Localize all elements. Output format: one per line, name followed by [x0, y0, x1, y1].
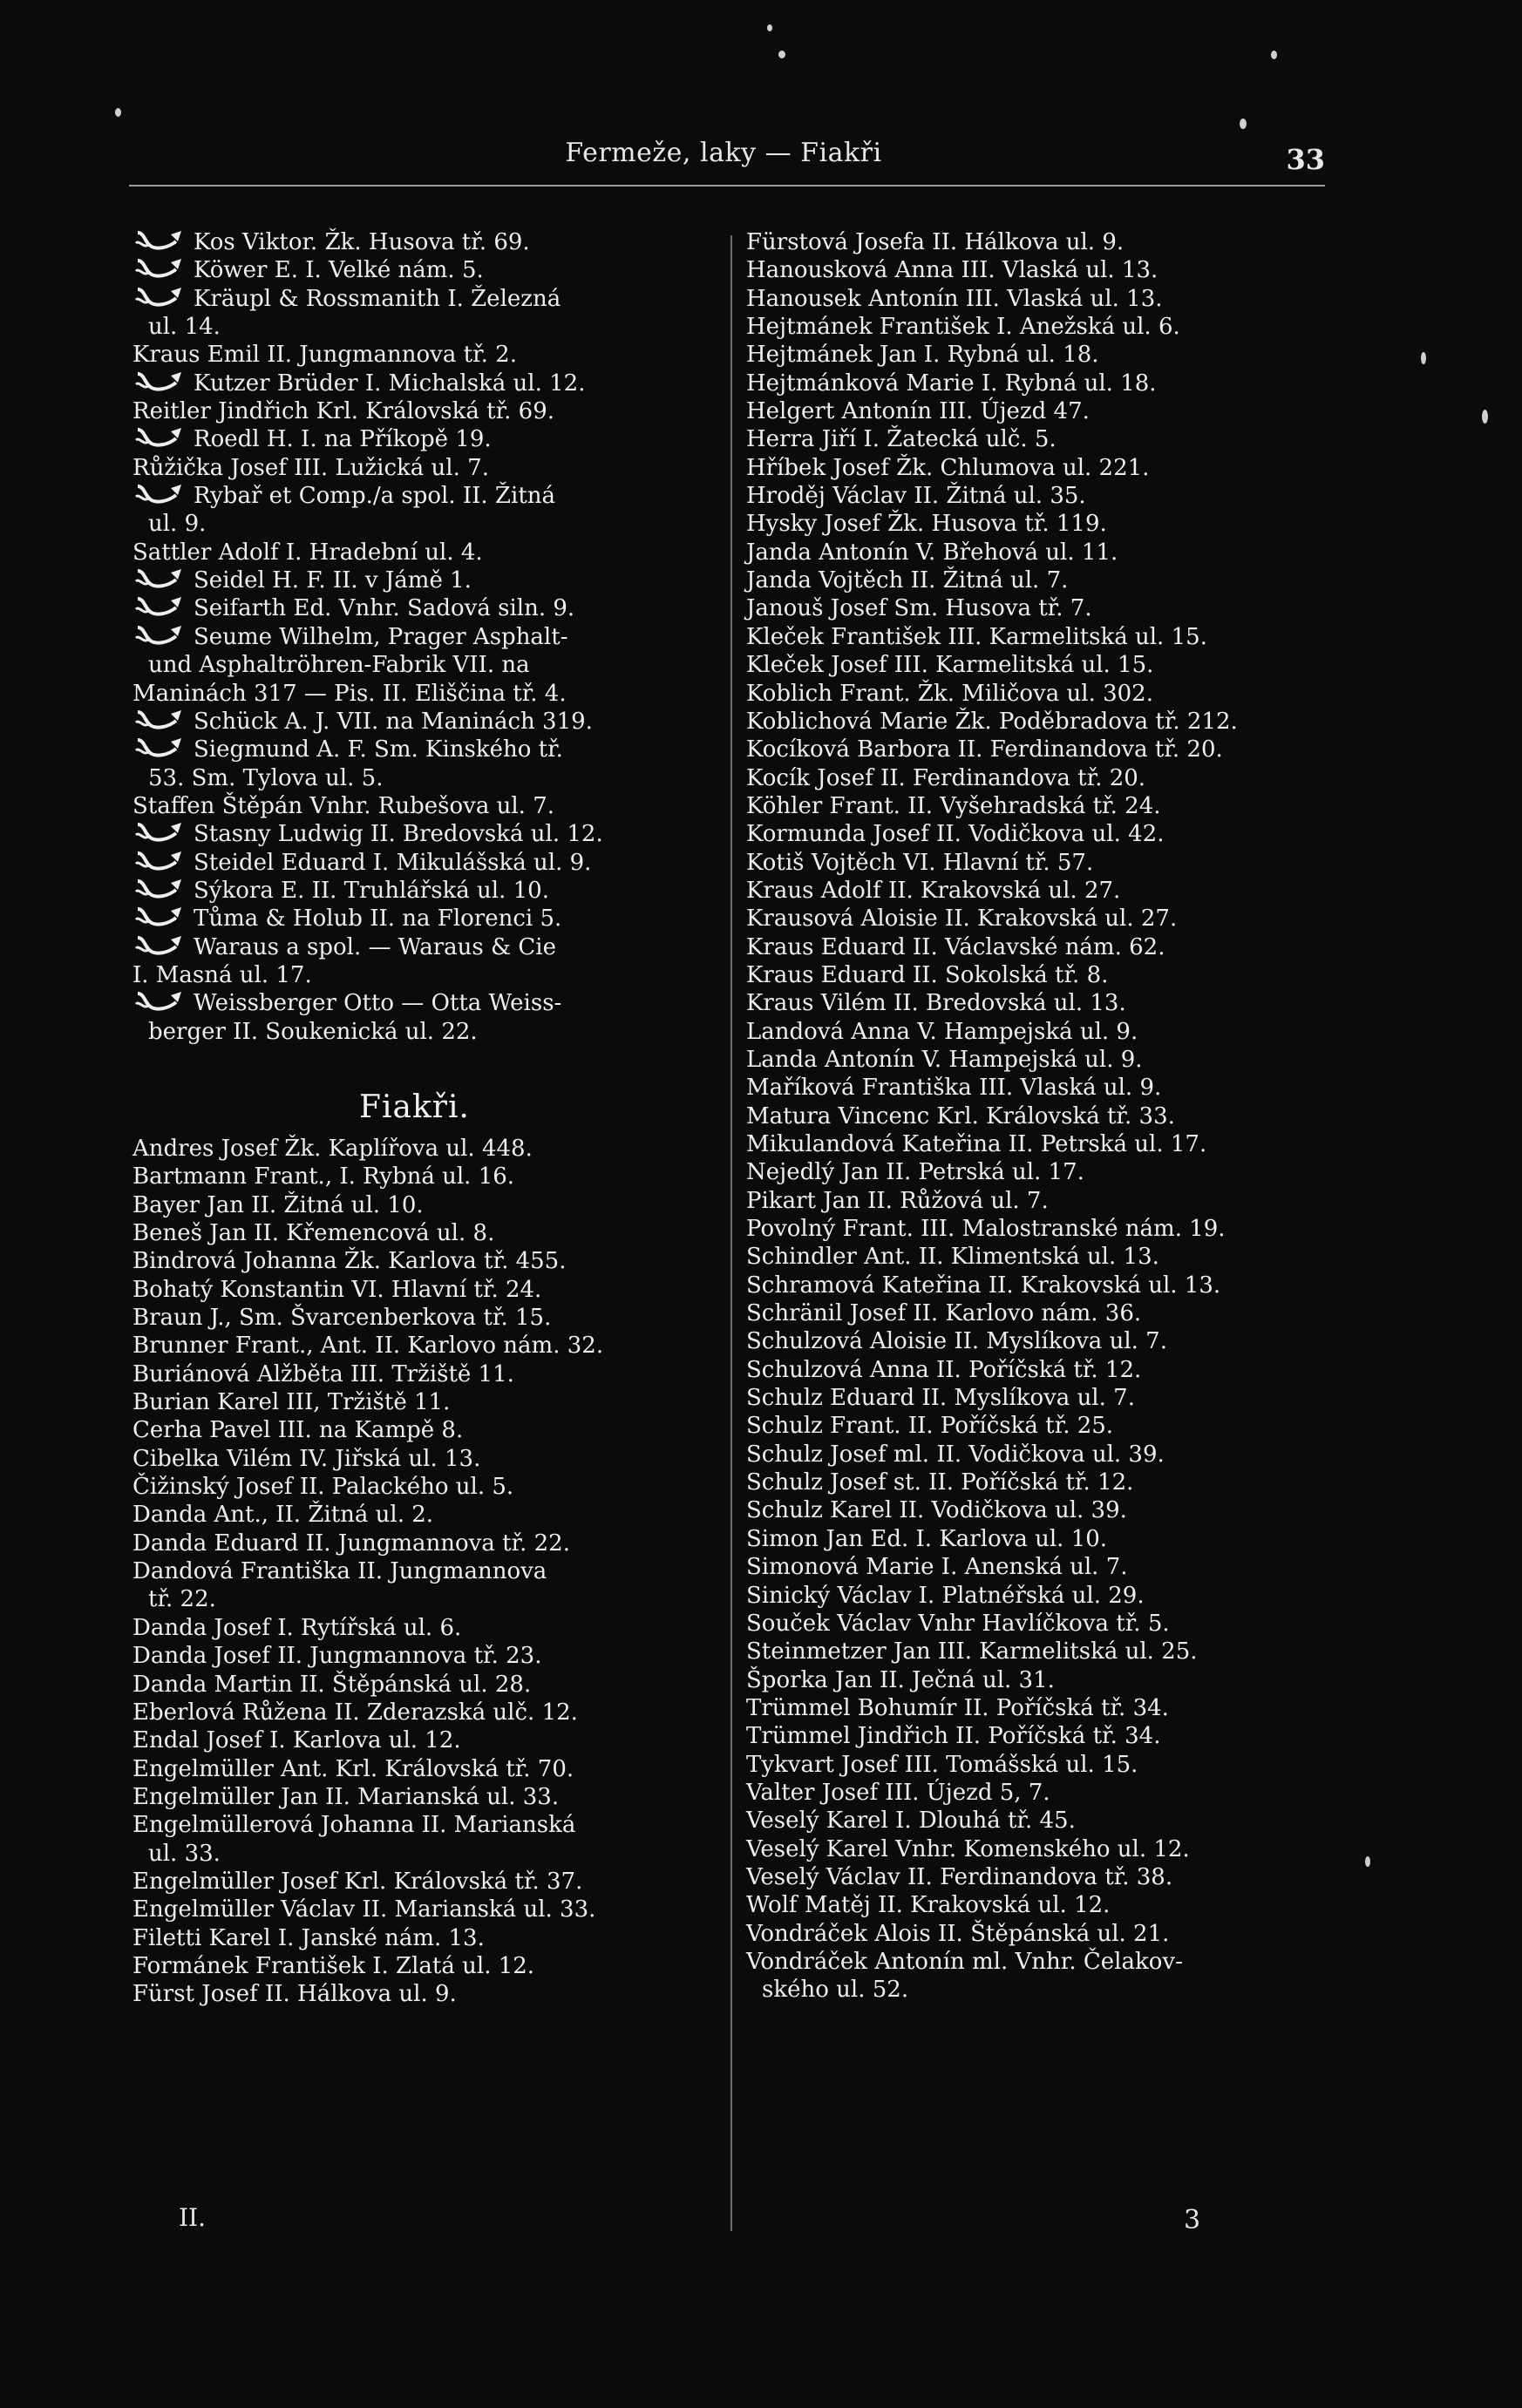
entry-text: Nejedlý Jan II. Petrská ul. 17.: [746, 1159, 1084, 1186]
entry-text: Vondráček Antonín ml. Vnhr. Čelakov-: [746, 1948, 1183, 1975]
directory-entry: [746, 651, 1339, 679]
entry-text: Pikart Jan II. Růžová ul. 7.: [746, 1187, 1049, 1214]
directory-entry: [132, 989, 725, 1017]
entry-text: Cerha Pavel III. na Kampě 8.: [132, 1417, 464, 1444]
directory-entry: [132, 623, 725, 651]
entry-text: Kleček František III. Karmelitská ul. 15.: [746, 623, 1207, 650]
directory-entry: [132, 764, 725, 792]
directory-entry: [746, 1158, 1339, 1186]
directory-entry: [746, 313, 1339, 341]
entry-text: Hanousková Anna III. Vlaská ul. 13.: [746, 257, 1158, 284]
entry-text: Schränil Josef II. Karlovo nám. 36.: [746, 1300, 1142, 1327]
entry-text: Bohatý Konstantin VI. Hlavní tř. 24.: [132, 1276, 542, 1303]
directory-entry: [132, 1530, 725, 1557]
entry-text: Trümmel Bohumír II. Poříčská tř. 34.: [746, 1694, 1169, 1721]
directory-entry: [746, 1074, 1339, 1102]
directory-entry: [746, 1976, 1339, 2004]
entry-text: Kraus Eduard II. Václavské nám. 62.: [746, 933, 1165, 960]
directory-entry: [132, 1360, 725, 1388]
entry-text: Schulzová Aloisie II. Myslíkova ul. 7.: [746, 1328, 1167, 1355]
directory-entry: [132, 1614, 725, 1642]
directory-entry: [132, 566, 725, 594]
entry-text: Janda Vojtěch II. Žitná ul. 7.: [746, 567, 1069, 594]
entry-text: Kutzer Brüder I. Michalská ul. 12.: [194, 370, 586, 397]
entry-text: Landová Anna V. Hampejská ul. 9.: [746, 1018, 1138, 1045]
entry-text: berger II. Soukenická ul. 22.: [148, 1018, 478, 1045]
signature-mark: II.: [179, 2203, 207, 2232]
entry-text: Janouš Josef Sm. Husova tř. 7.: [746, 595, 1092, 622]
entry-text: I. Masná ul. 17.: [132, 961, 312, 988]
entry-text: tř. 22.: [148, 1586, 216, 1613]
directory-entry: [746, 1327, 1339, 1355]
directory-entry: [746, 623, 1339, 651]
entry-text: Sattler Adolf I. Hradební ul. 4.: [132, 539, 483, 566]
directory-entry: [746, 1863, 1339, 1891]
entry-text: Veselý Karel I. Dlouhá tř. 45.: [746, 1808, 1076, 1835]
entry-text: Kotiš Vojtěch VI. Hlavní tř. 57.: [746, 849, 1094, 876]
entry-text: Hejtmánek Jan I. Rybná ul. 18.: [746, 342, 1099, 369]
directory-entry: [746, 482, 1339, 510]
directory-entry: [132, 1671, 725, 1699]
paint-brush-icon: [132, 370, 185, 393]
directory-entry: [132, 1473, 725, 1501]
paint-brush-icon: [132, 934, 185, 957]
entry-text: ul. 14.: [148, 314, 221, 341]
entry-text: Veselý Václav II. Ferdinandova tř. 38.: [746, 1863, 1173, 1890]
entry-text: Brunner Frant., Ant. II. Karlovo nám. 32.: [132, 1333, 604, 1360]
entry-text: Janda Antonín V. Břehová ul. 11.: [746, 539, 1118, 566]
entry-text: Danda Martin II. Štěpánská ul. 28.: [132, 1671, 532, 1698]
directory-entry: [746, 539, 1339, 566]
entry-text: Engelmüller Josef Krl. Královská tř. 37.: [132, 1868, 583, 1895]
entry-text: Tykvart Josef III. Tomášská ul. 15.: [746, 1751, 1138, 1778]
directory-entry: [132, 1332, 725, 1360]
directory-entry: [746, 849, 1339, 877]
column-divider: [730, 235, 732, 2231]
directory-entry: [746, 1018, 1339, 1046]
entry-text: Steidel Eduard I. Mikulášská ul. 9.: [194, 849, 592, 876]
directory-entry: [132, 228, 725, 256]
sheet-mark: 3: [1184, 2205, 1201, 2235]
paint-brush-icon: [132, 257, 185, 280]
entry-text: Endal Josef I. Karlova ul. 12.: [132, 1727, 461, 1754]
paint-brush-icon: [132, 229, 185, 252]
directory-entry: [746, 1496, 1339, 1524]
entry-text: Kraus Emil II. Jungmannova tř. 2.: [132, 342, 517, 369]
directory-entry: [746, 370, 1339, 397]
entry-text: Köwer E. I. Velké nám. 5.: [194, 257, 484, 284]
entry-text: Kräupl & Rossmanith I. Železná: [194, 285, 561, 312]
entry-text: Schulz Karel II. Vodičkova ul. 39.: [746, 1497, 1127, 1524]
entry-text: ul. 33.: [148, 1840, 221, 1867]
directory-entry: [746, 1525, 1339, 1553]
directory-entry: [746, 256, 1339, 284]
directory-entry: [132, 1924, 725, 1952]
directory-entry: [132, 1755, 725, 1783]
paint-brush-icon: [132, 624, 185, 647]
directory-entry: [746, 397, 1339, 425]
entry-text: Fürst Josef II. Hálkova ul. 9.: [132, 1981, 457, 2008]
entry-text: ul. 9.: [148, 511, 207, 538]
paint-brush-icon: [132, 736, 185, 759]
directory-entry: [746, 1948, 1339, 1976]
directory-entry: [132, 1840, 725, 1868]
entry-text: Danda Josef II. Jungmannova tř. 23.: [132, 1643, 542, 1670]
entry-text: Schindler Ant. II. Klimentská ul. 13.: [746, 1244, 1159, 1271]
entry-text: Hejtmánek František I. Anežská ul. 6.: [746, 314, 1180, 341]
entry-text: Landa Antonín V. Hampejská ul. 9.: [746, 1046, 1143, 1073]
entry-text: Seidel H. F. II. v Jámě 1.: [194, 567, 472, 594]
entry-text: Stasny Ludwig II. Bredovská ul. 12.: [194, 821, 603, 848]
directory-entry: [746, 594, 1339, 622]
directory-entry: [132, 482, 725, 510]
paint-brush-icon: [132, 906, 185, 928]
entry-text: Danda Josef I. Rytířská ul. 6.: [132, 1614, 462, 1641]
entry-text: Simonová Marie I. Anenská ul. 7.: [746, 1554, 1128, 1581]
directory-entry: [746, 1384, 1339, 1412]
directory-entry: [746, 1751, 1339, 1779]
directory-entry: [132, 736, 725, 763]
directory-entry: [132, 1388, 725, 1416]
entry-text: Wolf Matěj II. Krakovská ul. 12.: [746, 1892, 1111, 1919]
directory-entry: [132, 905, 725, 933]
entry-text: Maříková Františka III. Vlaská ul. 9.: [746, 1075, 1162, 1102]
directory-entry: [132, 370, 725, 397]
entry-text: Andres Josef Žk. Kaplířova ul. 448.: [132, 1135, 533, 1162]
directory-entry: [746, 285, 1339, 313]
entry-text: Weissberger Otto — Otta Weiss-: [194, 990, 562, 1017]
directory-entry: [746, 905, 1339, 933]
entry-text: Schulz Frant. II. Poříčská tř. 25.: [746, 1413, 1114, 1440]
entry-text: Kraus Vilém II. Bredovská ul. 13.: [746, 990, 1126, 1017]
directory-entry: [746, 1920, 1339, 1948]
entry-text: Čižinský Josef II. Palackého ul. 5.: [132, 1474, 514, 1501]
entry-text: Kos Viktor. Žk. Husova tř. 69.: [194, 229, 530, 255]
directory-entry: [132, 1868, 725, 1896]
directory-entry: [132, 1952, 725, 1980]
entry-text: Mikulandová Kateřina II. Petrská ul. 17.: [746, 1131, 1207, 1157]
directory-entry: [746, 708, 1339, 736]
entry-text: Krausová Aloisie II. Krakovská ul. 27.: [746, 906, 1178, 933]
directory-entry: [132, 1642, 725, 1670]
directory-entry: [746, 1638, 1339, 1665]
section-gap: [132, 1046, 725, 1081]
directory-entry: [746, 1666, 1339, 1694]
directory-entry: [746, 1243, 1339, 1271]
right-column: [746, 228, 1339, 2004]
directory-entry: [132, 1896, 725, 1923]
directory-entry: [132, 1135, 725, 1163]
directory-entry: [132, 820, 725, 848]
entry-text: 53. Sm. Tylova ul. 5.: [148, 764, 384, 791]
entry-text: Vondráček Alois II. Štěpánská ul. 21.: [746, 1920, 1170, 1947]
directory-entry: [132, 1416, 725, 1444]
entry-text: Bartmann Frant., I. Rybná ul. 16.: [132, 1163, 515, 1190]
entry-text: Steinmetzer Jan III. Karmelitská ul. 25.: [746, 1638, 1198, 1665]
directory-entry: [746, 1272, 1339, 1299]
entry-text: Danda Eduard II. Jungmannova tř. 22.: [132, 1530, 570, 1557]
entry-text: Schulz Josef st. II. Poříčská tř. 12.: [746, 1469, 1134, 1496]
directory-entry: [132, 1699, 725, 1726]
directory-entry: [132, 961, 725, 989]
entry-text: Seifarth Ed. Vnhr. Sadová siln. 9.: [194, 595, 575, 622]
entry-text: Engelmüller Ant. Krl. Královská tř. 70.: [132, 1755, 574, 1782]
directory-entry: [746, 736, 1339, 763]
entry-text: Bindrová Johanna Žk. Karlova tř. 455.: [132, 1248, 567, 1275]
directory-entry: [746, 877, 1339, 905]
running-title: Fermeže, laky — Fiakři: [565, 138, 882, 168]
entry-text: Danda Ant., II. Žitná ul. 2.: [132, 1502, 434, 1529]
entry-text: ského ul. 52.: [762, 1977, 909, 2004]
header-rule: [129, 185, 1325, 187]
directory-entry: [746, 1807, 1339, 1835]
directory-entry: [132, 1811, 725, 1839]
entry-text: Herra Jiří I. Žatecká ulč. 5.: [746, 426, 1057, 453]
entry-text: und Asphaltröhren-Fabrik VII. na: [148, 652, 530, 679]
entry-text: Souček Václav Vnhr Havlíčkova tř. 5.: [746, 1610, 1170, 1637]
entry-text: Šporka Jan II. Ječná ul. 31.: [746, 1666, 1055, 1693]
directory-entry: [746, 1046, 1339, 1074]
directory-entry: [746, 1187, 1339, 1215]
entry-text: Sinický Václav I. Platnéřská ul. 29.: [746, 1582, 1145, 1609]
directory-entry: [746, 961, 1339, 989]
entry-text: Dandová Františka II. Jungmannova: [132, 1558, 547, 1585]
entry-text: Burian Karel III, Tržiště 11.: [132, 1389, 451, 1416]
entry-text: Bayer Jan II. Žitná ul. 10.: [132, 1191, 424, 1218]
paint-brush-icon: [132, 709, 185, 731]
entry-text: Beneš Jan II. Křemencová ul. 8.: [132, 1220, 495, 1246]
entry-text: Povolný Frant. III. Malostranské nám. 19.: [746, 1216, 1226, 1243]
entry-text: Hříbek Josef Žk. Chlumova ul. 221.: [746, 454, 1150, 481]
entry-text: Seume Wilhelm, Prager Asphalt-: [194, 623, 568, 650]
entry-text: Engelmüller Václav II. Marianská ul. 33.: [132, 1896, 596, 1923]
entry-text: Kleček Josef III. Karmelitská ul. 15.: [746, 652, 1154, 679]
entry-text: Filetti Karel I. Janské nám. 13.: [132, 1924, 485, 1951]
entry-text: Simon Jan Ed. I. Karlova ul. 10.: [746, 1525, 1108, 1552]
entry-text: Reitler Jindřich Krl. Královská tř. 69.: [132, 398, 555, 425]
directory-entry: [132, 1585, 725, 1613]
entry-text: Tůma & Holub II. na Florenci 5.: [194, 906, 562, 933]
entry-text: Helgert Antonín III. Újezd 47.: [746, 398, 1090, 425]
directory-entry: [746, 1215, 1339, 1243]
entry-text: Staffen Štěpán Vnhr. Rubešova ul. 7.: [132, 792, 554, 819]
left-column: [132, 228, 725, 2009]
directory-entry: [746, 1694, 1339, 1722]
entry-text: Engelmüller Jan II. Marianská ul. 33.: [132, 1783, 560, 1810]
entry-text: Hysky Josef Žk. Husova tř. 119.: [746, 511, 1107, 538]
scan-speck: [1482, 410, 1488, 424]
entry-text: Veselý Karel Vnhr. Komenského ul. 12.: [746, 1835, 1190, 1862]
directory-entry: [132, 877, 725, 905]
paint-brush-icon: [132, 878, 185, 900]
directory-entry: [746, 425, 1339, 453]
directory-entry: [132, 1501, 725, 1529]
paint-brush-icon: [132, 821, 185, 844]
directory-entry: [132, 285, 725, 313]
entry-text: Kocíková Barbora II. Ferdinandova tř. 20.: [746, 736, 1223, 763]
directory-entry: [132, 1276, 725, 1304]
directory-entry: [132, 680, 725, 708]
directory-entry: [132, 1445, 725, 1473]
directory-entry: [132, 454, 725, 482]
entry-text: Koblichová Marie Žk. Poděbradova tř. 212.: [746, 708, 1238, 735]
directory-entry: [746, 1102, 1339, 1130]
section-heading: Fiakři.: [359, 1089, 470, 1125]
entry-text: Köhler Frant. II. Vyšehradská tř. 24.: [746, 792, 1161, 819]
entry-text: Schulz Eduard II. Myslíkova ul. 7.: [746, 1385, 1135, 1412]
directory-entry: [746, 1582, 1339, 1610]
directory-entry: [132, 539, 725, 566]
directory-entry: [746, 1891, 1339, 1919]
entry-text: Buriánová Alžběta III. Tržiště 11.: [132, 1360, 514, 1387]
entry-text: Valter Josef III. Újezd 5, 7.: [746, 1779, 1050, 1806]
paint-brush-icon: [132, 595, 185, 618]
directory-entry: [132, 594, 725, 622]
directory-entry: [746, 1441, 1339, 1469]
entry-text: Engelmüllerová Johanna II. Marianská: [132, 1812, 576, 1839]
directory-entry: [746, 1412, 1339, 1440]
directory-entry: [132, 1783, 725, 1811]
entry-text: Kocík Josef II. Ferdinandova tř. 20.: [746, 764, 1146, 791]
paint-brush-icon: [132, 850, 185, 872]
paint-brush-icon: [132, 286, 185, 309]
paint-brush-icon: [132, 567, 185, 590]
scan-speck: [1240, 119, 1247, 129]
directory-entry: [132, 1163, 725, 1190]
directory-entry: [746, 820, 1339, 848]
directory-entry: [746, 792, 1339, 820]
directory-entry: [746, 1469, 1339, 1496]
scan-speck: [1421, 352, 1426, 364]
directory-entry: [132, 1191, 725, 1219]
directory-entry: [132, 510, 725, 538]
directory-entry: [132, 256, 725, 284]
directory-entry: [746, 1835, 1339, 1863]
entry-text: Waraus a spol. — Waraus & Cie: [194, 933, 557, 960]
entry-text: Růžička Josef III. Lužická ul. 7.: [132, 454, 489, 481]
entry-text: Fürstová Josefa II. Hálkova ul. 9.: [746, 229, 1125, 255]
directory-entry: [132, 313, 725, 341]
entry-text: Trümmel Jindřich II. Poříčská tř. 34.: [746, 1723, 1161, 1750]
directory-entry: [132, 397, 725, 425]
directory-entry: [132, 933, 725, 961]
entry-text: Matura Vincenc Krl. Královská tř. 33.: [746, 1102, 1175, 1129]
paint-brush-icon: [132, 426, 185, 449]
directory-entry: [132, 1018, 725, 1046]
entry-text: Formánek František I. Zlatá ul. 12.: [132, 1952, 535, 1979]
directory-entry: [132, 849, 725, 877]
directory-entry: [746, 764, 1339, 792]
entry-text: Hanousek Antonín III. Vlaská ul. 13.: [746, 285, 1163, 312]
directory-entry: [132, 1219, 725, 1247]
entry-text: Hroděj Václav II. Žitná ul. 35.: [746, 483, 1086, 510]
directory-entry: [132, 1247, 725, 1275]
entry-text: Hejtmánková Marie I. Rybná ul. 18.: [746, 370, 1157, 397]
directory-entry: [746, 228, 1339, 256]
directory-entry: [746, 1356, 1339, 1384]
directory-entry: [746, 933, 1339, 961]
entry-text: Kormunda Josef II. Vodičkova ul. 42.: [746, 821, 1165, 848]
directory-entry: [132, 1304, 725, 1332]
directory-entry: [746, 1130, 1339, 1158]
paint-brush-icon: [132, 483, 185, 505]
entry-text: Rybař et Comp./a spol. II. Žitná: [194, 483, 556, 510]
directory-entry: [132, 1557, 725, 1585]
entry-text: Cibelka Vilém IV. Jiřská ul. 13.: [132, 1445, 481, 1472]
directory-entry: [132, 341, 725, 369]
page-header: [122, 131, 1325, 180]
directory-entry: [746, 1299, 1339, 1327]
directory-entry: [746, 1779, 1339, 1807]
entry-text: Kraus Eduard II. Sokolská tř. 8.: [746, 961, 1109, 988]
directory-entry: [132, 651, 725, 679]
entry-text: Roedl H. I. na Příkopě 19.: [194, 426, 492, 453]
entry-text: Koblich Frant. Žk. Miličova ul. 302.: [746, 680, 1153, 707]
scan-speck: [767, 24, 772, 31]
directory-entry: [746, 341, 1339, 369]
scan-speck: [1365, 1856, 1370, 1867]
directory-entry: [746, 1722, 1339, 1750]
directory-entry: [746, 1610, 1339, 1638]
entry-text: Schulz Josef ml. II. Vodičkova ul. 39.: [746, 1441, 1165, 1468]
scan-speck: [115, 108, 121, 117]
paint-brush-icon: [132, 990, 185, 1013]
directory-entry: [746, 566, 1339, 594]
entry-text: Siegmund A. F. Sm. Kinského tř.: [194, 736, 563, 763]
entry-text: Kraus Adolf II. Krakovská ul. 27.: [746, 877, 1121, 904]
directory-entry: [746, 510, 1339, 538]
entry-text: Sýkora E. II. Truhlářská ul. 10.: [194, 877, 549, 904]
entry-text: Eberlová Růžena II. Zderazská ulč. 12.: [132, 1699, 578, 1726]
directory-entry: [132, 425, 725, 453]
entry-text: Schramová Kateřina II. Krakovská ul. 13.: [746, 1272, 1221, 1299]
directory-entry: [746, 680, 1339, 708]
directory-entry: [746, 1553, 1339, 1581]
page-number: 33: [1286, 143, 1325, 176]
directory-entry: [132, 792, 725, 820]
directory-entry: [746, 989, 1339, 1017]
scan-speck: [1271, 51, 1277, 59]
directory-entry: [132, 1980, 725, 2008]
directory-entry: [132, 1726, 725, 1754]
entry-text: Schulzová Anna II. Poříčská tř. 12.: [746, 1356, 1142, 1383]
scan-speck: [778, 51, 785, 58]
directory-entry: [746, 454, 1339, 482]
entry-text: Braun J., Sm. Švarcenberkova tř. 15.: [132, 1305, 552, 1332]
directory-entry: [132, 708, 725, 736]
entry-text: Schück A. J. VII. na Maninách 319.: [194, 708, 593, 735]
entry-text: Maninách 317 — Pis. II. Eliščina tř. 4.: [132, 680, 567, 707]
